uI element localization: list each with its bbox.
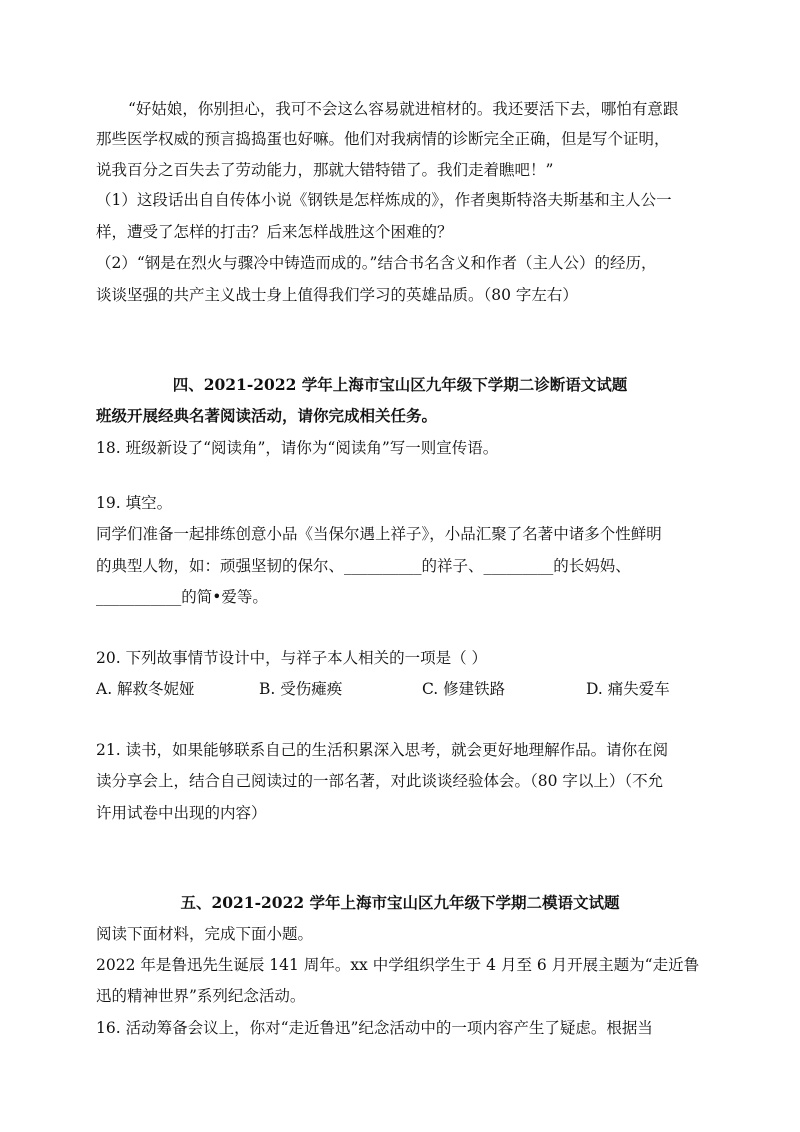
question-18: 18. 班级新设了“阅读角”，请你为“阅读角”写一则宣传语。 (96, 439, 499, 457)
section-5-body-line-2: 迅的精神世界”系列纪念活动。 (96, 987, 306, 1005)
question-21-line-3: 许用试卷中出现的内容） (96, 804, 267, 822)
option-c: C. 修建铁路 (422, 680, 506, 698)
question-19-body-line-2: 的典型人物，如：顽强坚韧的保尔、__________的祥子、_________的长妈妈、 (96, 557, 631, 575)
question-19: 19. 填空。 (96, 494, 173, 512)
passage-line-2: 那些医学权威的预言捣捣蛋也好嘛。他们对我病情的诊断完全正确，但是写个证明， (96, 130, 670, 148)
question-2-line-2: 谈谈坚强的共产主义战士身上值得我们学习的英雄品质。（80 字左右） (96, 286, 578, 304)
question-1-line-2: 样，遭受了怎样的打击？后来怎样战胜这个困难的？ (96, 223, 453, 241)
option-b: B. 受伤瘫痪 (259, 680, 343, 698)
section-5-title: 五、2021-2022 学年上海市宝山区九年级下学期二模语文试题 (180, 893, 620, 912)
option-d: D. 痛失爱车 (586, 680, 670, 698)
passage-line-1: “好姑娘，你别担心，我可不会这么容易就进棺材的。我还要活下去，哪怕有意跟 (128, 100, 679, 118)
question-20: 20. 下列故事情节设计中，与祥子本人相关的一项是（ ） (96, 649, 488, 667)
option-a: A. 解救冬妮娅 (96, 680, 195, 698)
section-5-intro: 阅读下面材料，完成下面小题。 (96, 925, 314, 943)
question-20-options (96, 679, 716, 699)
section-4-title: 四、2021-2022 学年上海市宝山区九年级下学期二诊断语文试题 (172, 375, 628, 394)
passage-line-3: 说我百分之百失去了劳动能力，那就大错特错了。我们走着瞧吧！” (96, 161, 554, 179)
question-16: 16. 活动筹备会议上，你对“走近鲁迅”纪念活动中的一项内容产生了疑虑。根据当 (96, 1019, 653, 1037)
question-19-body-line-1: 同学们准备一起排练创意小品《当保尔遇上祥子》，小品汇聚了名著中诸多个性鲜明 (96, 525, 662, 543)
question-1-line-1: （1）这段话出自自传体小说《钢铁是怎样炼成的》，作者奥斯特洛夫斯基和主人公一 (96, 191, 672, 209)
question-21-line-2: 读分享会上，结合自己阅读过的一部名著，对此谈谈经验体会。（80 字以上）（不允 (96, 772, 664, 790)
question-19-body-line-3: ___________的简•爱等。 (96, 588, 268, 606)
question-21-line-1: 21. 读书，如果能够联系自己的生活积累深入思考，就会更好地理解作品。请你在阅 (96, 741, 669, 759)
question-2-line-1: （2）“钢是在烈火与骤冷中铸造而成的。”结合书名含义和作者（主人公）的经历， (96, 254, 657, 272)
section-5-body-line-1: 2022 年是鲁迅先生诞辰 141 周年。xx 中学组织学生于 4 月至 6 月开展主题为“走近鲁 (96, 956, 700, 974)
section-4-task: 班级开展经典名著阅读活动，请你完成相关任务。 (96, 406, 438, 425)
